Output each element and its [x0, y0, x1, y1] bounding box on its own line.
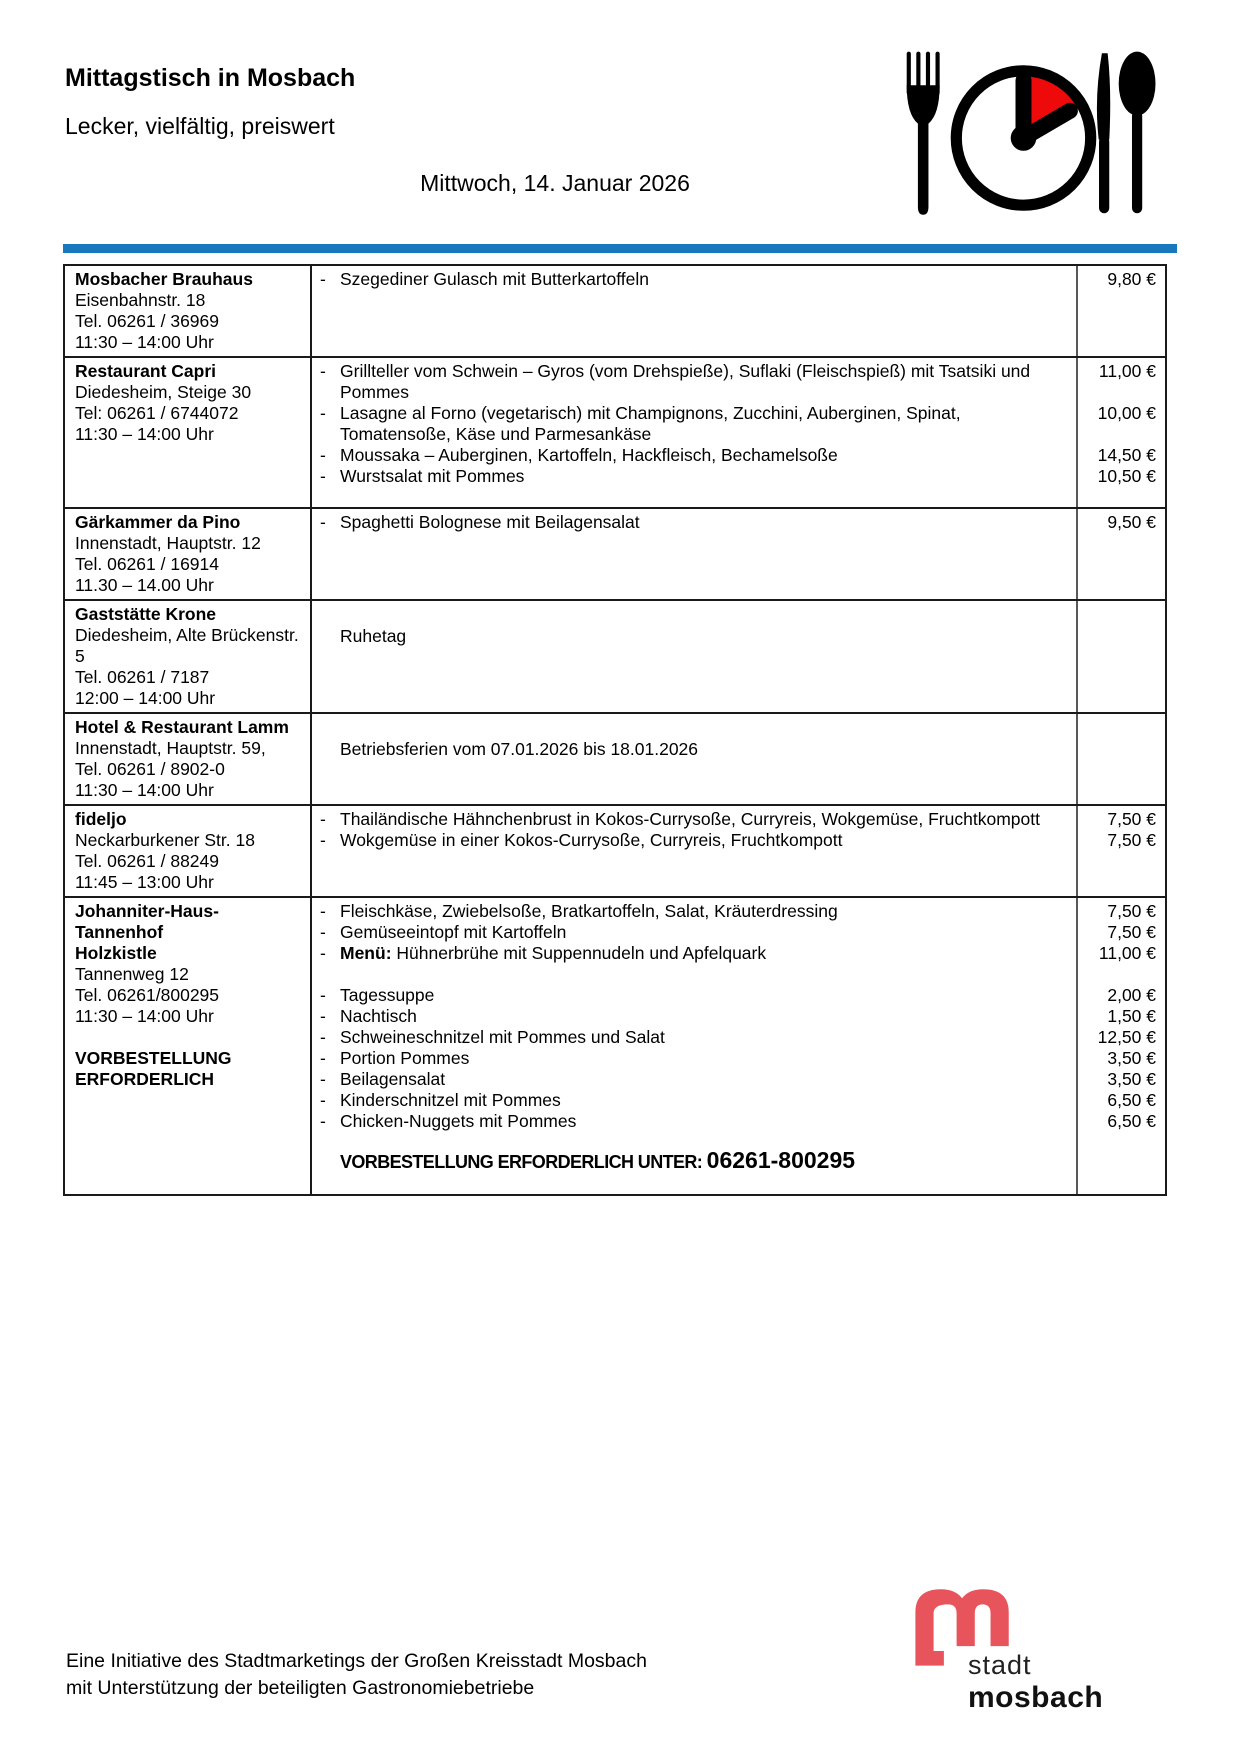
dish-item [312, 901, 1078, 922]
table-row [65, 266, 1165, 356]
restaurant-info [65, 714, 312, 804]
holiday-note: Betriebsferien vom 07.01.2026 bis 18.01.2026 [340, 739, 699, 759]
restaurant-info [65, 266, 312, 356]
page-subtitle: Lecker, vielfältig, preiswert [65, 113, 335, 139]
dish-text: Moussaka – Auberginen, Kartoffeln, Hackfleisch, Bechamelsoße [340, 445, 838, 465]
dish-text: Wurstsalat mit Pommes [340, 466, 525, 486]
dish-price: 9,80 € [1107, 269, 1156, 289]
dish-price: 12,50 € [1097, 1027, 1156, 1047]
dish-list [312, 898, 1165, 1194]
table-row [65, 599, 1165, 712]
restaurant-phone: Tel. 06261 / 8902-0 [75, 759, 225, 779]
dish-item [312, 445, 1078, 466]
bullet-dash: - [320, 361, 326, 381]
dish-price: 10,00 € [1097, 403, 1156, 423]
dish-item [312, 1111, 1078, 1132]
restaurant-info [65, 806, 312, 896]
table-row [65, 507, 1165, 599]
bullet-dash: - [320, 1027, 326, 1047]
bullet-dash: - [320, 512, 326, 532]
bullet-dash: - [320, 1090, 326, 1110]
dish-price: 7,50 € [1107, 809, 1156, 829]
restaurant-address: Diedesheim, Steige 30 [75, 382, 252, 402]
dish-price: 2,00 € [1107, 985, 1156, 1005]
dish-text: Schweineschnitzel mit Pommes und Salat [340, 1027, 665, 1047]
bullet-dash: - [320, 1069, 326, 1089]
bullet-dash: - [320, 830, 326, 850]
dish-list [312, 509, 1165, 599]
bullet-dash: - [320, 901, 326, 921]
preorder-contact-label: VORBESTELLUNG ERFORDERLICH UNTER: [340, 1152, 703, 1172]
dish-text: Tagessuppe [340, 985, 435, 1005]
menu-table [63, 264, 1167, 1196]
bullet-dash: - [320, 1111, 326, 1131]
preorder-contact-note [312, 1147, 1165, 1176]
price-column-divider [1076, 898, 1078, 1194]
restaurant-name: Hotel & Restaurant Lamm [75, 717, 289, 737]
restaurant-hours: 11.30 – 14.00 Uhr [75, 575, 214, 595]
dish-price: 7,50 € [1107, 922, 1156, 942]
restaurant-hours: 11:30 – 14:00 Uhr [75, 332, 214, 352]
dish-price: 7,50 € [1107, 901, 1156, 921]
dish-price: 9,50 € [1107, 512, 1156, 532]
price-column-divider [1076, 358, 1078, 507]
dish-text-rest: Hühnerbrühe mit Suppennudeln und Apfelquark [396, 943, 767, 963]
restaurant-name: Johanniter-Haus-Tannenhof [75, 901, 219, 942]
bullet-dash: - [320, 445, 326, 465]
restaurant-address: Innenstadt, Hauptstr. 59, [75, 738, 266, 758]
dish-text: Lasagne al Forno (vegetarisch) mit Champignons, Zucchini, Auberginen, Spinat, Tomatensoße, Käse und Parmesankäse [340, 403, 961, 444]
footer-credit [66, 1648, 647, 1702]
dish-item [312, 466, 1078, 487]
restaurant-address: Eisenbahnstr. 18 [75, 290, 206, 310]
price-column-divider [1076, 714, 1078, 804]
restaurant-phone: Tel: 06261 / 6744072 [75, 403, 239, 423]
dish-list [312, 358, 1165, 507]
closed-note: Ruhetag [340, 626, 407, 646]
restaurant-hours: 11:30 – 14:00 Uhr [75, 1006, 214, 1026]
price-column-divider [1076, 509, 1078, 599]
dish-price: 3,50 € [1107, 1069, 1156, 1089]
dish-price: 11,00 € [1098, 361, 1156, 381]
restaurant-hours: 11:30 – 14:00 Uhr [75, 780, 214, 800]
dish-text: Grillteller vom Schwein – Gyros (vom Drehspieße), Suflaki (Fleischspieß) mit Tsatsiki und Pommes [340, 361, 1031, 402]
dish-price: 10,50 € [1097, 466, 1156, 486]
restaurant-phone: Tel. 06261/800295 [75, 985, 220, 1005]
bullet-dash: - [320, 1048, 326, 1068]
dish-price: 1,50 € [1107, 1006, 1156, 1026]
dish-item [312, 1027, 1078, 1048]
restaurant-info [65, 509, 312, 599]
stadt-wordmark: stadt [968, 1650, 1032, 1680]
preorder-required-label: VORBESTELLUNG ERFORDERLICH [75, 1048, 232, 1089]
restaurant-address: Innenstadt, Hauptstr. 12 [75, 533, 261, 553]
dish-price: 6,50 € [1107, 1090, 1156, 1110]
footer-credit-line1: Eine Initiative des Stadtmarketings der Großen Kreisstadt Mosbach [66, 1650, 647, 1672]
dish-item [312, 943, 1078, 964]
dish-text: Gemüseeintopf mit Kartoffeln [340, 922, 567, 942]
date-line: Mittwoch, 14. Januar 2026 [420, 170, 690, 196]
bullet-dash: - [320, 269, 326, 289]
dish-text: Portion Pommes [340, 1048, 470, 1068]
bullet-dash: - [320, 1006, 326, 1026]
restaurant-phone: Tel. 06261 / 88249 [75, 851, 220, 871]
price-column-divider [1076, 601, 1078, 712]
preorder-phone-number: 06261-800295 [706, 1147, 856, 1173]
dish-list [312, 806, 1165, 896]
dish-item [312, 361, 1078, 403]
bullet-dash: - [320, 466, 326, 486]
dish-item [312, 1048, 1078, 1069]
restaurant-phone: Tel. 06261 / 36969 [75, 311, 220, 331]
dish-item [312, 403, 1078, 445]
restaurant-info [65, 358, 312, 507]
restaurant-hours: 11:45 – 13:00 Uhr [75, 872, 214, 892]
dish-item [312, 830, 1078, 851]
restaurant-name: Mosbacher Brauhaus [75, 269, 253, 289]
dish-item [312, 269, 1078, 290]
restaurant-address: Diedesheim, Alte Brückenstr. 5 [75, 625, 299, 666]
dish-text: Wokgemüse in einer Kokos-Currysoße, Curryreis, Fruchtkompott [340, 830, 843, 850]
fork-clock-knife-spoon-icon [903, 50, 1168, 223]
dish-price: 11,00 € [1098, 943, 1156, 963]
dish-list [312, 266, 1165, 356]
restaurant-hours: 12:00 – 14:00 Uhr [75, 688, 216, 708]
restaurant-hours: 11:30 – 14:00 Uhr [75, 424, 214, 444]
restaurant-name-line2: Holzkistle [75, 943, 157, 963]
dish-text: Szegediner Gulasch mit Butterkartoffeln [340, 269, 650, 289]
dish-text: Nachtisch [340, 1006, 417, 1026]
dish-item [312, 1090, 1078, 1111]
bullet-dash: - [320, 809, 326, 829]
dish-price: 14,50 € [1097, 445, 1156, 465]
bullet-dash: - [320, 985, 326, 1005]
dish-item [312, 1006, 1078, 1027]
dish-price: 7,50 € [1107, 830, 1156, 850]
restaurant-name: Restaurant Capri [75, 361, 217, 381]
price-column-divider [1076, 806, 1078, 896]
dish-text: Kinderschnitzel mit Pommes [340, 1090, 561, 1110]
header-divider-rule [63, 244, 1177, 253]
page-title: Mittagstisch in Mosbach [65, 64, 356, 92]
dish-price: 6,50 € [1107, 1111, 1156, 1131]
dish-text [340, 943, 1064, 964]
dish-item [312, 1069, 1078, 1090]
restaurant-name: fideljo [75, 809, 127, 829]
dish-item [312, 985, 1078, 1006]
bullet-dash: - [320, 922, 326, 942]
restaurant-info [65, 601, 312, 712]
dish-list [312, 714, 1165, 804]
price-column-divider [1076, 266, 1078, 356]
restaurant-address: Neckarburkener Str. 18 [75, 830, 255, 850]
dish-list [312, 601, 1165, 712]
table-row [65, 712, 1165, 804]
restaurant-info [65, 898, 312, 1194]
mosbach-wordmark: mosbach [968, 1681, 1104, 1714]
table-row [65, 896, 1165, 1194]
restaurant-phone: Tel. 06261 / 16914 [75, 554, 220, 574]
dish-text: Thailändische Hähnchenbrust in Kokos-Currysoße, Curryreis, Wokgemüse, Fruchtkompott [340, 809, 1040, 829]
table-row [65, 356, 1165, 507]
restaurant-name: Gärkammer da Pino [75, 512, 241, 532]
restaurant-name: Gaststätte Krone [75, 604, 217, 624]
table-row [65, 804, 1165, 896]
bullet-dash: - [320, 403, 326, 423]
restaurant-phone: Tel. 06261 / 7187 [75, 667, 210, 687]
dish-text: Chicken-Nuggets mit Pommes [340, 1111, 577, 1131]
menu-prefix: Menü: [340, 943, 392, 963]
dish-price: 3,50 € [1107, 1048, 1156, 1068]
dish-item [312, 922, 1078, 943]
restaurant-address: Tannenweg 12 [75, 964, 189, 984]
footer-credit-line2: mit Unterstützung der beteiligten Gastronomiebetriebe [66, 1677, 535, 1699]
dish-text: Spaghetti Bolognese mit Beilagensalat [340, 512, 640, 532]
dish-text: Beilagensalat [340, 1069, 446, 1089]
dish-item [312, 809, 1078, 830]
dish-item [312, 512, 1078, 533]
bullet-dash: - [320, 943, 326, 963]
dish-text: Fleischkäse, Zwiebelsoße, Bratkartoffeln, Salat, Kräuterdressing [340, 901, 838, 921]
